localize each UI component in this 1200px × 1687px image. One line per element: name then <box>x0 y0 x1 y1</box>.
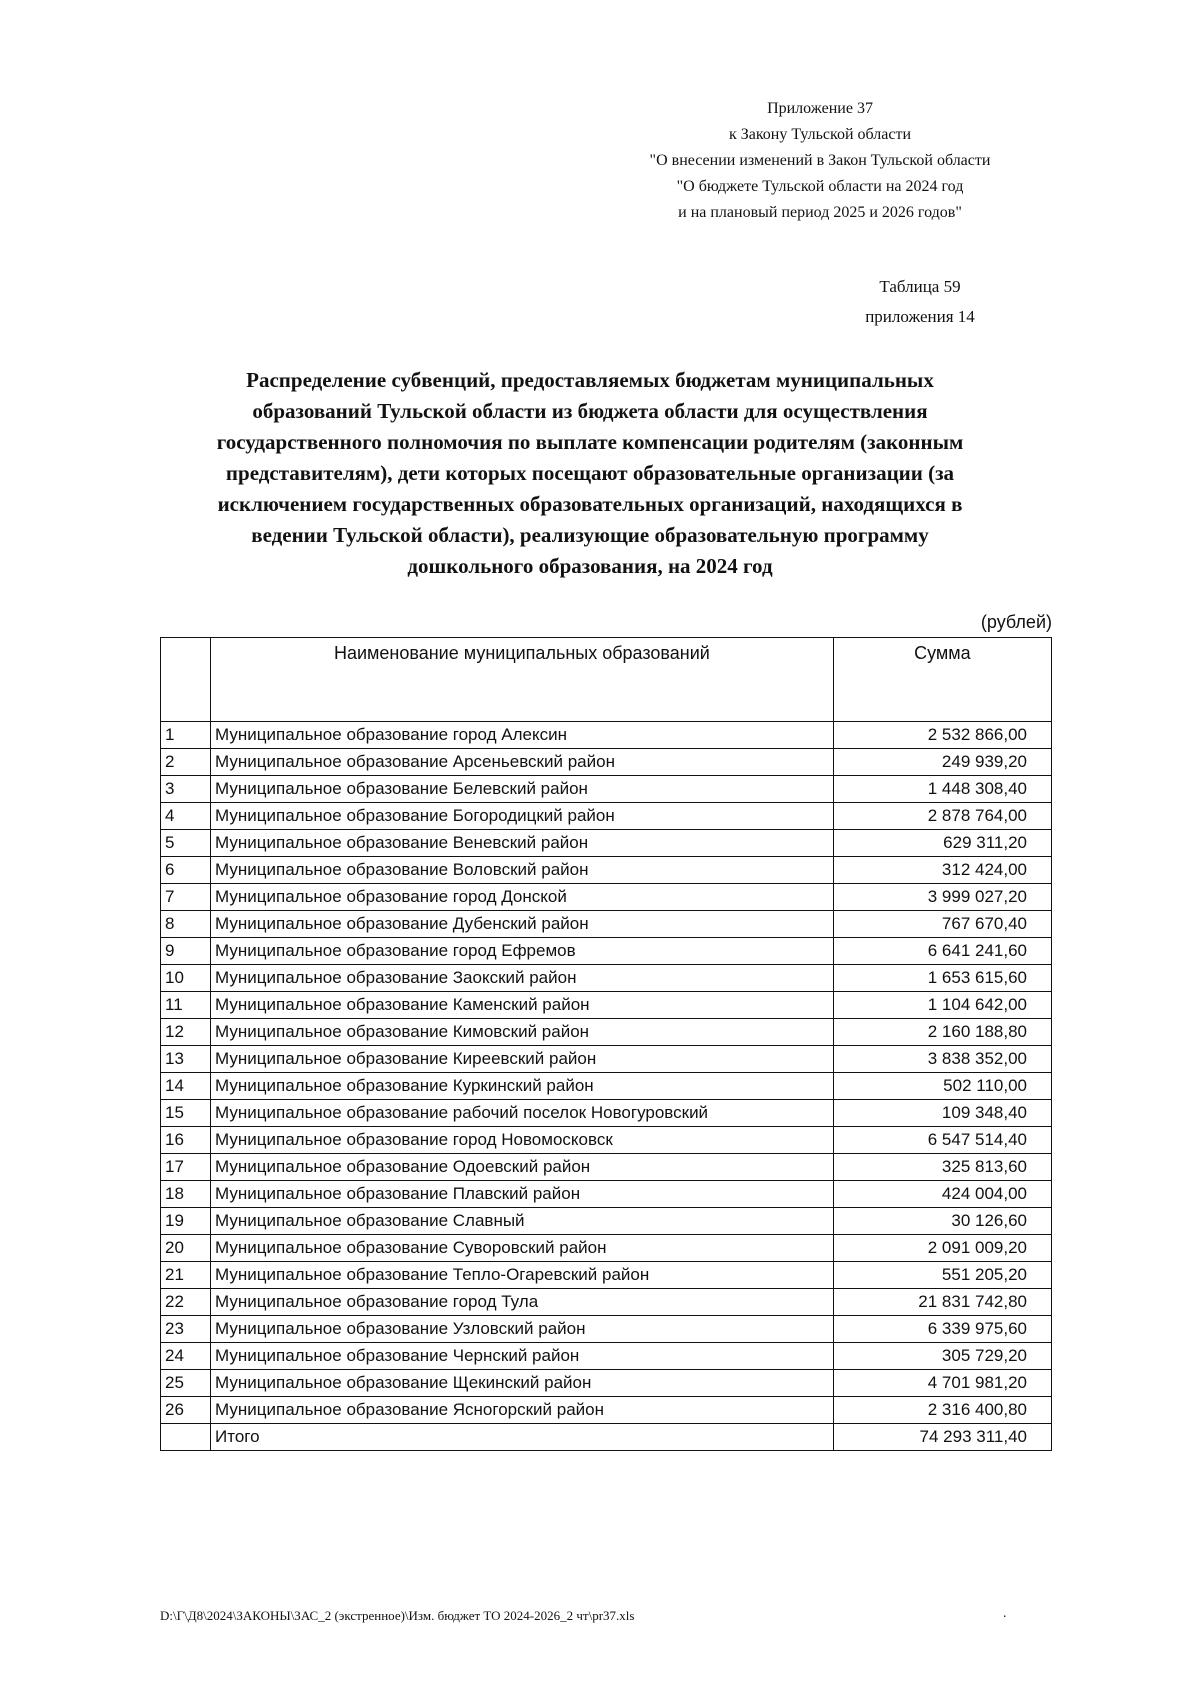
row-number: 4 <box>161 803 211 830</box>
municipality-name: Муниципальное образование Щекинский район <box>211 1370 834 1397</box>
table-row <box>161 1343 1052 1370</box>
footer-dot: . <box>1003 1606 1007 1621</box>
title-line: ведении Тульской области), реализующие образовательную программу <box>251 523 929 547</box>
appendix-header-line: и на плановый период 2025 и 2026 годов" <box>678 204 962 221</box>
table-row <box>161 1154 1052 1181</box>
table-row <box>161 1100 1052 1127</box>
amount: 767 670,40 <box>833 911 1051 938</box>
municipality-name: Муниципальное образование город Донской <box>211 884 834 911</box>
row-number: 16 <box>161 1127 211 1154</box>
table-row <box>161 1262 1052 1289</box>
document-title <box>140 365 1040 582</box>
amount: 3 999 027,20 <box>833 884 1051 911</box>
municipality-name: Муниципальное образование Дубенский район <box>211 911 834 938</box>
amount: 6 641 241,60 <box>833 938 1051 965</box>
municipality-name: Муниципальное образование город Тула <box>211 1289 834 1316</box>
total-row-number <box>161 1424 211 1451</box>
row-number: 21 <box>161 1262 211 1289</box>
table-row <box>161 1073 1052 1100</box>
row-number: 24 <box>161 1343 211 1370</box>
municipality-name: Муниципальное образование Ясногорский район <box>211 1397 834 1424</box>
table-row <box>161 776 1052 803</box>
total-amount: 74 293 311,40 <box>833 1424 1051 1451</box>
municipality-name: Муниципальное образование Славный <box>211 1208 834 1235</box>
municipality-name: Муниципальное образование Воловский район <box>211 857 834 884</box>
municipality-name: Муниципальное образование Богородицкий район <box>211 803 834 830</box>
municipality-name: Муниципальное образование Чернский район <box>211 1343 834 1370</box>
row-number: 20 <box>161 1235 211 1262</box>
row-number: 19 <box>161 1208 211 1235</box>
row-number: 1 <box>161 722 211 749</box>
table-row <box>161 1046 1052 1073</box>
row-number: 11 <box>161 992 211 1019</box>
row-number: 8 <box>161 911 211 938</box>
table-row <box>161 1289 1052 1316</box>
municipality-name: Муниципальное образование Каменский район <box>211 992 834 1019</box>
municipality-name: Муниципальное образование город Алексин <box>211 722 834 749</box>
table-row <box>161 1208 1052 1235</box>
municipality-name: Муниципальное образование город Ефремов <box>211 938 834 965</box>
municipality-name: Муниципальное образование Арсеньевский район <box>211 749 834 776</box>
row-number: 2 <box>161 749 211 776</box>
table-row <box>161 722 1052 749</box>
appendix-header-line: "О внесении изменений в Закон Тульской области <box>649 152 991 169</box>
municipality-name: Муниципальное образование Тепло-Огаревский район <box>211 1262 834 1289</box>
table-body <box>161 722 1052 1451</box>
table-row <box>161 1019 1052 1046</box>
amount: 502 110,00 <box>833 1073 1051 1100</box>
municipality-name: Муниципальное образование Кимовский район <box>211 1019 834 1046</box>
row-number: 6 <box>161 857 211 884</box>
amount: 3 838 352,00 <box>833 1046 1051 1073</box>
municipality-name: Муниципальное образование Куркинский район <box>211 1073 834 1100</box>
amount: 4 701 981,20 <box>833 1370 1051 1397</box>
municipality-name: Муниципальное образование Одоевский район <box>211 1154 834 1181</box>
units-label: (рублей) <box>980 612 1052 632</box>
amount: 1 448 308,40 <box>833 776 1051 803</box>
amount: 1 104 642,00 <box>833 992 1051 1019</box>
table-row <box>161 965 1052 992</box>
amount: 109 348,40 <box>833 1100 1051 1127</box>
municipality-name: Муниципальное образование Суворовский район <box>211 1235 834 1262</box>
amount: 2 160 188,80 <box>833 1019 1051 1046</box>
table-row <box>161 1127 1052 1154</box>
amount: 2 316 400,80 <box>833 1397 1051 1424</box>
table-reference <box>850 272 990 332</box>
row-number: 26 <box>161 1397 211 1424</box>
total-row <box>161 1424 1052 1451</box>
municipality-name: Муниципальное образование Киреевский район <box>211 1046 834 1073</box>
municipality-name: Муниципальное образование Белевский район <box>211 776 834 803</box>
table-row <box>161 1235 1052 1262</box>
appendix-header-line: к Закону Тульской области <box>728 126 912 143</box>
title-line: Распределение субвенций, предоставляемых бюджетам муниципальных <box>246 368 934 392</box>
table-header-row <box>161 638 1052 722</box>
title-line: образований Тульской области из бюджета области для осуществления <box>252 399 928 423</box>
row-number: 9 <box>161 938 211 965</box>
row-number: 5 <box>161 830 211 857</box>
table-reference-line: приложения 14 <box>865 307 975 326</box>
table-row <box>161 1181 1052 1208</box>
amount: 2 091 009,20 <box>833 1235 1051 1262</box>
amount: 2 532 866,00 <box>833 722 1051 749</box>
table-row <box>161 749 1052 776</box>
row-number: 3 <box>161 776 211 803</box>
row-number: 18 <box>161 1181 211 1208</box>
table-row <box>161 1397 1052 1424</box>
row-number: 25 <box>161 1370 211 1397</box>
amount: 551 205,20 <box>833 1262 1051 1289</box>
header-sum: Сумма <box>833 638 1051 722</box>
header-num <box>161 638 211 722</box>
appendix-header <box>600 96 1040 226</box>
amount: 325 813,60 <box>833 1154 1051 1181</box>
amount: 6 339 975,60 <box>833 1316 1051 1343</box>
amount: 305 729,20 <box>833 1343 1051 1370</box>
total-municipality-name: Итого <box>211 1424 834 1451</box>
table-row <box>161 938 1052 965</box>
row-number: 15 <box>161 1100 211 1127</box>
table-row <box>161 857 1052 884</box>
subventions-table <box>160 637 1052 1451</box>
amount: 424 004,00 <box>833 1181 1051 1208</box>
amount: 2 878 764,00 <box>833 803 1051 830</box>
row-number: 17 <box>161 1154 211 1181</box>
table-row <box>161 884 1052 911</box>
title-line: исключением государственных образовательных организаций, находящихся в <box>217 492 963 516</box>
appendix-header-line: "О бюджете Тульской области на 2024 год <box>676 178 964 195</box>
title-line: дошкольного образования, на 2024 год <box>407 554 773 578</box>
table-row <box>161 1370 1052 1397</box>
amount: 629 311,20 <box>833 830 1051 857</box>
table-row <box>161 911 1052 938</box>
row-number: 7 <box>161 884 211 911</box>
row-number: 12 <box>161 1019 211 1046</box>
amount: 21 831 742,80 <box>833 1289 1051 1316</box>
appendix-header-line: Приложение 37 <box>767 100 873 117</box>
table-reference-line: Таблица 59 <box>879 277 961 296</box>
row-number: 10 <box>161 965 211 992</box>
municipality-name: Муниципальное образование город Новомосковск <box>211 1127 834 1154</box>
file-path: D:\Г\Д8\2024\ЗАКОНЫ\ЗАС_2 (экстренное)\Изм. бюджет ТО 2024-2026_2 чт\pr37.xls <box>160 1608 635 1623</box>
row-number: 14 <box>161 1073 211 1100</box>
municipality-name: Муниципальное образование Узловский район <box>211 1316 834 1343</box>
row-number: 23 <box>161 1316 211 1343</box>
header-name: Наименование муниципальных образований <box>211 638 834 722</box>
table-row <box>161 830 1052 857</box>
amount: 312 424,00 <box>833 857 1051 884</box>
title-line: представителям), дети которых посещают образовательные организации (за <box>225 461 955 485</box>
amount: 1 653 615,60 <box>833 965 1051 992</box>
row-number: 22 <box>161 1289 211 1316</box>
title-line: государственного полномочия по выплате компенсации родителям (законным <box>216 430 964 454</box>
table-row <box>161 803 1052 830</box>
amount: 30 126,60 <box>833 1208 1051 1235</box>
row-number: 13 <box>161 1046 211 1073</box>
municipality-name: Муниципальное образование Веневский район <box>211 830 834 857</box>
table-row <box>161 992 1052 1019</box>
municipality-name: Муниципальное образование Заокский район <box>211 965 834 992</box>
table-row <box>161 1316 1052 1343</box>
municipality-name: Муниципальное образование рабочий поселок Новогуровский <box>211 1100 834 1127</box>
municipality-name: Муниципальное образование Плавский район <box>211 1181 834 1208</box>
amount: 249 939,20 <box>833 749 1051 776</box>
amount: 6 547 514,40 <box>833 1127 1051 1154</box>
